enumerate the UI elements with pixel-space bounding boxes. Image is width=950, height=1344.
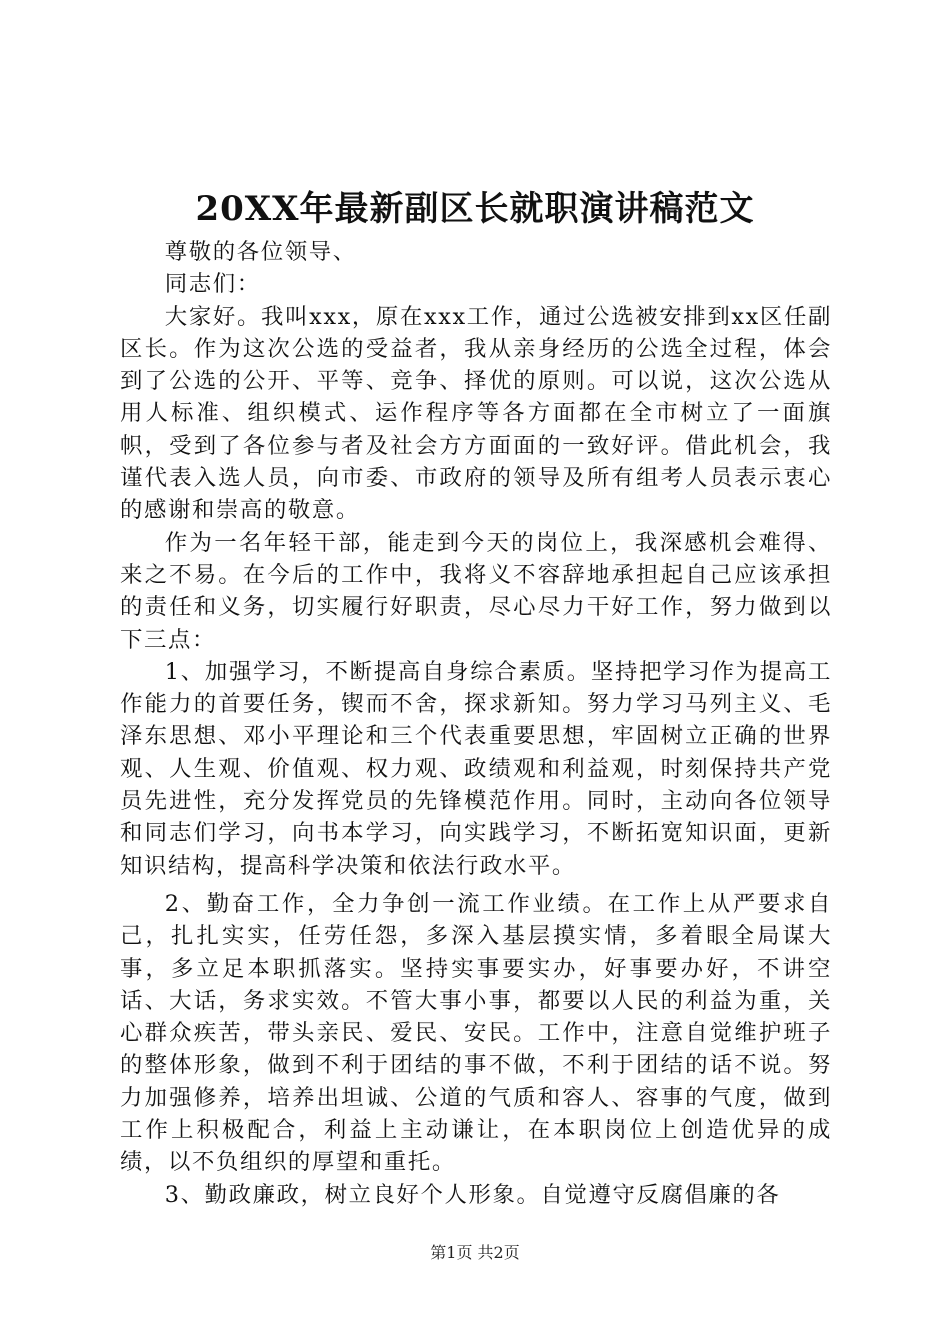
paragraph-point-2: 2、勤奋工作，全力争创一流工作业绩。在工作上从严要求自己，扎扎实实，任劳任怨，多深入基层摸实情，多着眼全局谋大事，多立足本职抓落实。坚持实事要实办，好事要办好，不讲空话、大话，务求实效。不管大事小事，都要以人民的利益为重，关心群众疾苦，带头亲民、爱民、安民。工作中，注意自觉维护班子的整体形象，做到不利于团结的事不做，不利于团结的话不说。努力加强修养，培养出坦诚、公道的气质和容人、容事的气度，做到工作上积极配合，利益上主动谦让，在本职岗位上创造优异的成绩，以不负组织的厚望和重托。 bbox=[120, 890, 832, 1176]
salutation-line-1: 尊敬的各位领导、 bbox=[164, 239, 357, 265]
paragraph-commitment: 作为一名年轻干部，能走到今天的岗位上，我深感机会难得、来之不易。在今后的工作中，我将义不容辞地承担起自己应该承担的责任和义务，切实履行好职责，尽心尽力干好工作，努力做到以下三点： bbox=[120, 529, 832, 653]
document-title: 20XX年最新副区长就职演讲稿范文 bbox=[195, 189, 755, 229]
paragraph-point-1: 1、加强学习，不断提高自身综合素质。坚持把学习作为提高工作能力的首要任务，锲而不舍，探求新知。努力学习马列主义、毛泽东思想、邓小平理论和三个代表重要思想，牢固树立正确的世界观、人生观、价值观、权力观、政绩观和利益观，时刻保持共产党员先进性，充分发挥党员的先锋模范作用。同时，主动向各位领导和同志们学习，向书本学习，向实践学习，不断拓宽知识面，更新知识结构，提高科学决策和依法行政水平。 bbox=[120, 658, 832, 879]
salutation-line-2: 同志们： bbox=[164, 271, 261, 298]
paragraph-introduction: 大家好。我叫xxx，原在xxx工作，通过公选被安排到xx区任副区长。作为这次公选的受益者，我从亲身经历的公选全过程，体会到了公选的公开、平等、竞争、择优的原则。可以说，这次公选从用人标准、组织模式、运作程序等各方面都在全市树立了一面旗帜，受到了各位参与者及社会方方面面的一致好评。借此机会，我谨代表入选人员，向市委、市政府的领导及所有组考人员表示衷心的感谢和崇高的敬意。 bbox=[120, 303, 832, 524]
page-number-footer: 第1页 共2页 bbox=[430, 1243, 520, 1262]
paragraph-point-3: 3、勤政廉政，树立良好个人形象。自觉遵守反腐倡廉的各 bbox=[164, 1181, 781, 1208]
document-body bbox=[120, 236, 832, 1211]
